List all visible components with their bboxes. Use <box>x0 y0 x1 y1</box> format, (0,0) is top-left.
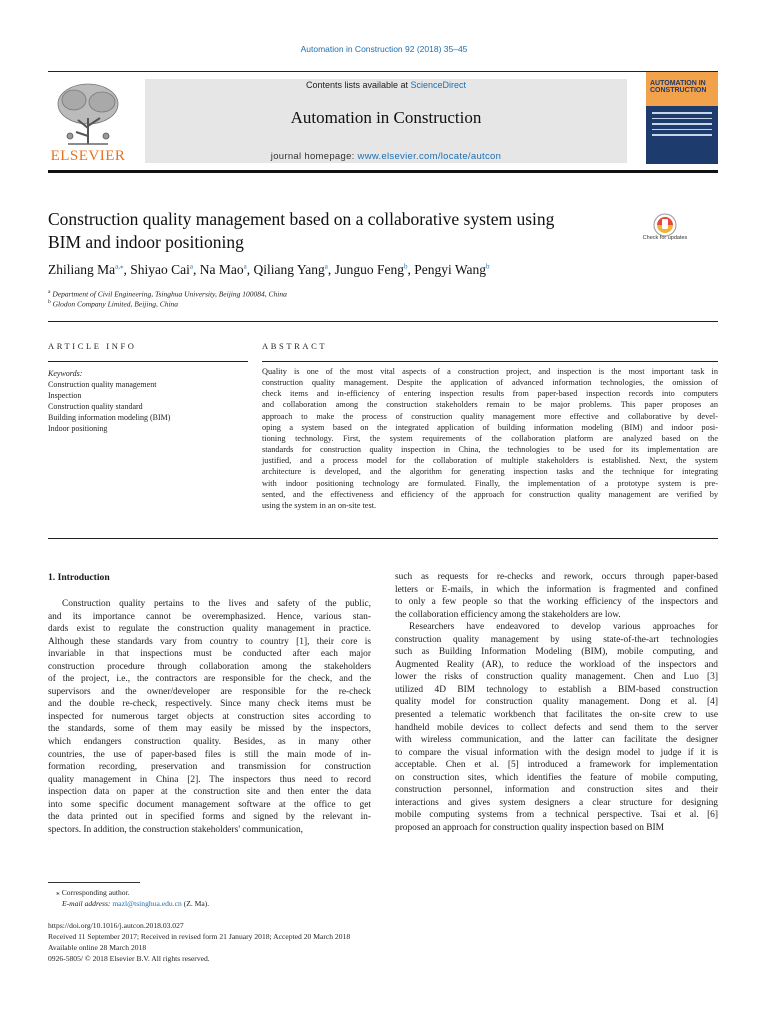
text-line: Construction quality pertains to the lives and safety of the public, <box>62 599 371 609</box>
text-line: standards for construction quality inspection in China, the technologies to be used for its implementation are <box>262 445 718 455</box>
header-rule-bottom <box>48 170 718 173</box>
text-line: architecture is developed, and the algorithm for generating inspection tasks and the technique for integrating <box>262 467 718 477</box>
abstract-heading: ABSTRACT <box>262 341 328 351</box>
author[interactable]: Na Mao$^a$ <box>199 262 247 277</box>
keyword: Construction quality standard <box>48 402 143 411</box>
header-rule-top <box>48 71 718 72</box>
text-line: and its importance cannot be overemphasized. Hence, various stan- <box>48 611 371 622</box>
text-line: interactions and gives system designers a clear structure for designing <box>395 797 718 808</box>
text-line: Although these standards vary from country to country [1], their core is <box>48 636 371 647</box>
text-line: of the project, i.e., the contractors are responsible for the check, and the <box>48 674 371 685</box>
text-line: justified, and a process model for the collaboration of multiple stakeholders is established. Next, the system <box>262 456 718 466</box>
text-line: dards exist to regulate the construction quality management in practice. <box>48 624 371 635</box>
text-line: presented a telematic workbench that facilitates the on-site crew to use <box>395 710 718 721</box>
copyright: 0926-5805/ © 2018 Elsevier B.V. All rights reserved. <box>48 954 210 963</box>
journal-reference[interactable]: Automation in Construction 92 (2018) 35–45 <box>300 44 468 54</box>
text-line: using the system in an on-site test. <box>262 500 377 510</box>
author[interactable]: Junguo Feng$^b$ <box>334 262 408 277</box>
text-line: lower the risks of construction quality management. Chen and Luo [3] <box>395 672 718 683</box>
email-label: E-mail address: <box>62 899 113 908</box>
check-for-updates-icon[interactable] <box>645 211 685 251</box>
text-line: construction quality management. Despite the application of advanced information technologies, the omission of <box>262 378 718 388</box>
text-line: countries, the use of paper-based files is still the main mode of in- <box>48 749 371 760</box>
body-column-left <box>48 598 371 836</box>
text-line: inspection data on paper at the construction site and then enter the data <box>48 787 371 798</box>
text-line: acceptable. Chen et al. [5] introduced a framework for implementation <box>395 760 718 771</box>
text-line: such as requests for re-checks and rework, occurs through paper-based <box>395 572 718 582</box>
text-line: approach to make the process of construction quality management more effective and collaborative by devel- <box>262 411 718 421</box>
author[interactable]: Pengyi Wang$^b$ <box>414 262 490 277</box>
author[interactable]: Zhiliang $Ma^{a,⁎}$ <box>48 262 124 277</box>
text-line: such as Building Information Modeling (BIM), mobile computing, and <box>395 647 718 658</box>
text-line: Augmented Reality (AR), to reduce the workload of the inspectors and <box>395 659 718 670</box>
text-line: construction quality management by using state-of-the-art technologies <box>395 634 718 645</box>
text-line: letters or E-mails, in which the information is fragmented and confined <box>395 584 718 595</box>
paper-title-line: BIM and indoor positioning <box>48 232 244 252</box>
journal-title: Automation in Construction <box>290 108 482 127</box>
keyword: Building information modeling (BIM) <box>48 413 171 422</box>
affiliation: $^a$ Department of Civil Engineering, Tsinghua University, Beijing 100084, China <box>48 289 287 299</box>
text-line: Researchers have endeavored to develop various approaches for <box>409 622 718 633</box>
check-for-updates-label[interactable]: Check for updates <box>642 235 688 241</box>
email-link[interactable]: mazl@tsinghua.edu.cn <box>112 899 182 908</box>
text-line: check items and in-efficiency of entering inspection results from paper-based inspection records into computers <box>262 389 718 399</box>
keyword: Indoor positioning <box>48 424 108 433</box>
publisher-wordmark: ELSEVIER <box>50 148 126 164</box>
footnote-rule <box>48 882 140 883</box>
email-suffix: (Z. Ma). <box>181 899 210 908</box>
text-line: to only a few people so that the working efficiency of the inspectors and <box>395 597 718 608</box>
contents-prefix: Contents lists available at <box>305 80 411 90</box>
contents-line <box>145 80 627 90</box>
text-line: oping a system based on the integrated application of building information modeling (BIM) and indoor posi- <box>262 422 718 432</box>
keywords-label: Keywords: <box>48 369 83 378</box>
section-rule <box>48 321 718 322</box>
text-line: construction personnel, information and construction sites and their <box>395 785 718 796</box>
text-line: on construction sites, which identifies the feature of mobile computing, <box>395 772 718 783</box>
text-line: to compare the visual information with the design model to judge if it is <box>395 747 718 758</box>
text-line: formation recording, preservation and transmission for construction <box>48 762 371 773</box>
text-line: with wireless communication, and the latter can facilitate the designer <box>395 735 718 746</box>
text-line: tioning technology. First, the system requirements of the collaboration platform are analyzed based on the <box>262 433 718 443</box>
text-line: proposed an approach for construction quality inspection based on BIM <box>395 822 664 833</box>
section-heading: 1. Introduction <box>48 572 110 583</box>
email-note <box>62 898 742 909</box>
paper-title <box>48 208 628 254</box>
section-rule <box>48 538 718 539</box>
text-line: inspected for numerous target objects at construction sites according to <box>48 711 371 722</box>
cover-text-lines <box>652 112 712 140</box>
available-online: Available online 28 March 2018 <box>48 943 147 952</box>
journal-cover-image[interactable] <box>646 72 718 164</box>
text-line: Quality is one of the most vital aspects of a construction project, and inspection is the most important task in <box>262 367 718 376</box>
homepage-label: journal homepage: <box>270 151 358 162</box>
body-column-right <box>395 571 718 834</box>
affiliation: $^b$ Glodon Company Limited, Beijing, China <box>48 299 179 309</box>
doi-link[interactable]: https://doi.org/10.1016/j.autcon.2018.03.027 <box>48 921 184 930</box>
cover-title: AUTOMATION IN CONSTRUCTION <box>650 80 707 95</box>
journal-homepage <box>145 151 627 162</box>
text-line: the standards, some of them may easily be missed by the inspectors, <box>48 724 371 735</box>
text-line: handheld mobile devices to collect defects and send them to the server <box>395 722 718 733</box>
keywords-block <box>48 368 248 434</box>
author[interactable]: Qiliang Yang$^a$ <box>253 262 328 277</box>
homepage-link[interactable]: www.elsevier.com/locate/autcon <box>357 151 502 162</box>
author[interactable]: Shiyao Cai$^a$ <box>130 262 193 277</box>
text-line: spectors. In addition, the construction stakeholders' communication, <box>48 824 304 835</box>
text-line: and the double re-check, respectively. Since many check items must be <box>48 699 371 710</box>
text-line: supervisors and the owner/developer are responsible for the re-check <box>48 686 371 697</box>
text-line: invariable in that inspections must be conducted after each major <box>48 649 371 660</box>
text-line: and collaboration among the construction stakeholders remain to be major problems. This paper proposes an <box>262 400 718 410</box>
keyword: Construction quality management <box>48 380 157 389</box>
text-line: utilized 4D BIM technology to establish a BIM-based construction <box>395 684 718 695</box>
corresponding-author-note: ⁎ Corresponding author. <box>56 888 130 897</box>
text-line: construction procedure through collaboration among the stakeholders <box>48 661 371 672</box>
abstract-body <box>262 366 718 511</box>
text-line: sented, and the effectiveness and efficiency of the approach for construction quality management are verified by <box>262 489 718 499</box>
text-line: the data printed out in specified forms and signed by the relevant in- <box>48 812 371 823</box>
text-line: into some specific document management software at the office to get <box>48 799 371 810</box>
paper-title-line: Construction quality management based on a collaborative system using <box>48 209 555 229</box>
text-line: quality management in China [2]. The inspectors thus need to record <box>48 774 371 785</box>
article-info-heading: ARTICLE INFO <box>48 341 137 351</box>
text-line: quality model for construction quality management. Dong et al. [4] <box>395 697 718 708</box>
text-line: the collaboration efficiency among the stakeholders are low. <box>395 609 621 620</box>
text-line: with indoor positioning technology are formulated. Finally, the implementation of a prototype system is pre- <box>262 478 718 488</box>
text-line: mobile computing systems from a technical perspective. Tsai et al. [6] <box>395 810 718 821</box>
article-info-rule <box>48 361 248 362</box>
abstract-rule <box>262 361 718 362</box>
received-dates: Received 11 September 2017; Received in revised form 21 January 2018; Accepted 20 March 2018 <box>48 932 351 941</box>
text-line: which endangers construction quality. Besides, as in many other <box>48 737 371 748</box>
author-list: Zhiliang $Ma^{a,⁎}$, Shiyao Cai$^a$, Na Mao$^a$, Qiliang Yang$^a$, Junguo Feng$^b$, Pengyi Wang$^b$ <box>48 262 490 277</box>
keyword: Inspection <box>48 391 82 400</box>
sciencedirect-link[interactable]: ScienceDirect <box>410 80 467 90</box>
